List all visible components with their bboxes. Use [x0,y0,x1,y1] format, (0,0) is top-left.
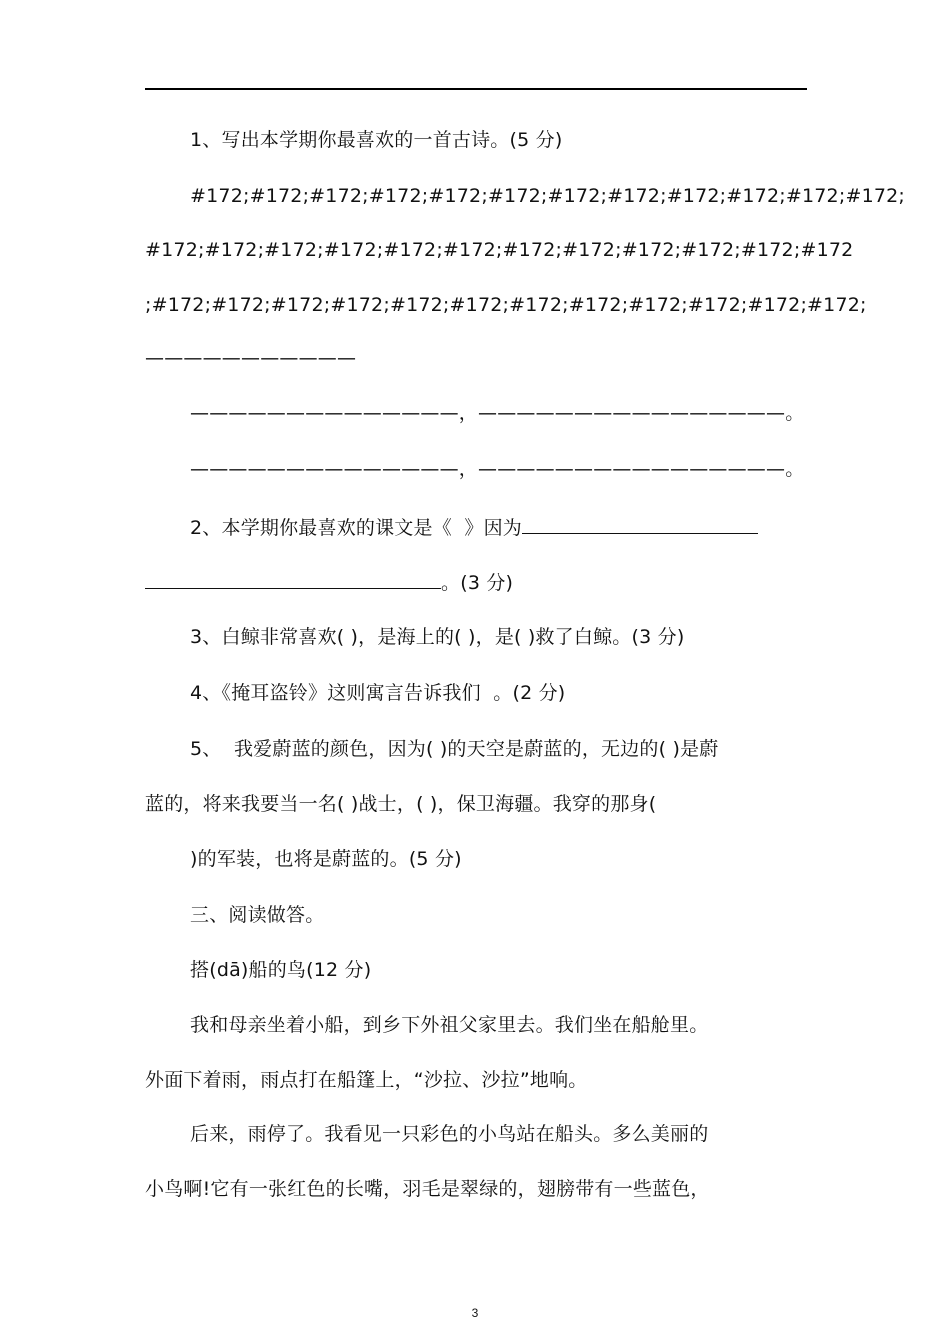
story-paragraph-1-line-1: 我和母亲坐着小船，到乡下外祖父家里去。我们坐在船舱里。 [190,1014,709,1036]
section-heading: 三、阅读做答。 [190,904,325,926]
q1-entity-line-3: ;#172;#172;#172;#172;#172;#172;#172;#172;#172;#172;#172;#172; [145,294,867,316]
q1-verse-line-2: ——————————————，————————————————。 [190,458,805,480]
page-number: 3 [471,1306,479,1320]
q5-line-3: )的军装，也将是蔚蓝的。(5 分) [190,848,462,870]
q1-prompt: 1、写出本学期你最喜欢的一首古诗。(5 分) [190,129,563,151]
q2-prompt-line [190,513,855,542]
q1-entity-line-1: #172;#172;#172;#172;#172;#172;#172;#172;#172;#172;#172;#172; [190,185,906,207]
q2-answer-blank-2[interactable] [145,568,441,589]
q3-text: 3、白鲸非常喜欢( )，是海上的( )，是( )救了白鲸。(3 分) [190,626,685,648]
q1-verse-line-1: ——————————————，————————————————。 [190,402,805,424]
q2-suffix: 。(3 分) [441,572,514,594]
q5-line-1: 5、 我爱蔚蓝的颜色，因为( )的天空是蔚蓝的，无边的( )是蔚 [190,738,719,760]
top-rule [145,88,807,90]
q4-text: 4、《掩耳盗铃》这则寓言告诉我们 。(2 分) [190,682,566,704]
q1-dash-line: ——————————— [145,347,357,369]
q1-entity-line-2: #172;#172;#172;#172;#172;#172;#172;#172;#172;#172;#172;#172 [145,239,854,261]
story-paragraph-2-line-1: 后来，雨停了。我看见一只彩色的小鸟站在船头。多么美丽的 [190,1123,709,1145]
q5-line-2: 蓝的，将来我要当一名( )战士，( )，保卫海疆。我穿的那身( [145,793,657,815]
q2-continuation-line [145,568,810,597]
q2-answer-blank-1[interactable] [522,513,758,534]
story-paragraph-2-line-2: 小鸟啊!它有一张红色的长嘴，羽毛是翠绿的，翅膀带有一些蓝色， [145,1178,710,1200]
story-paragraph-1-line-2: 外面下着雨，雨点打在船篷上，“沙拉、沙拉”地响。 [145,1069,588,1091]
story-title: 搭(dā)船的鸟(12 分) [190,959,372,981]
q2-prompt: 2、本学期你最喜欢的课文是《 》因为 [190,517,522,539]
